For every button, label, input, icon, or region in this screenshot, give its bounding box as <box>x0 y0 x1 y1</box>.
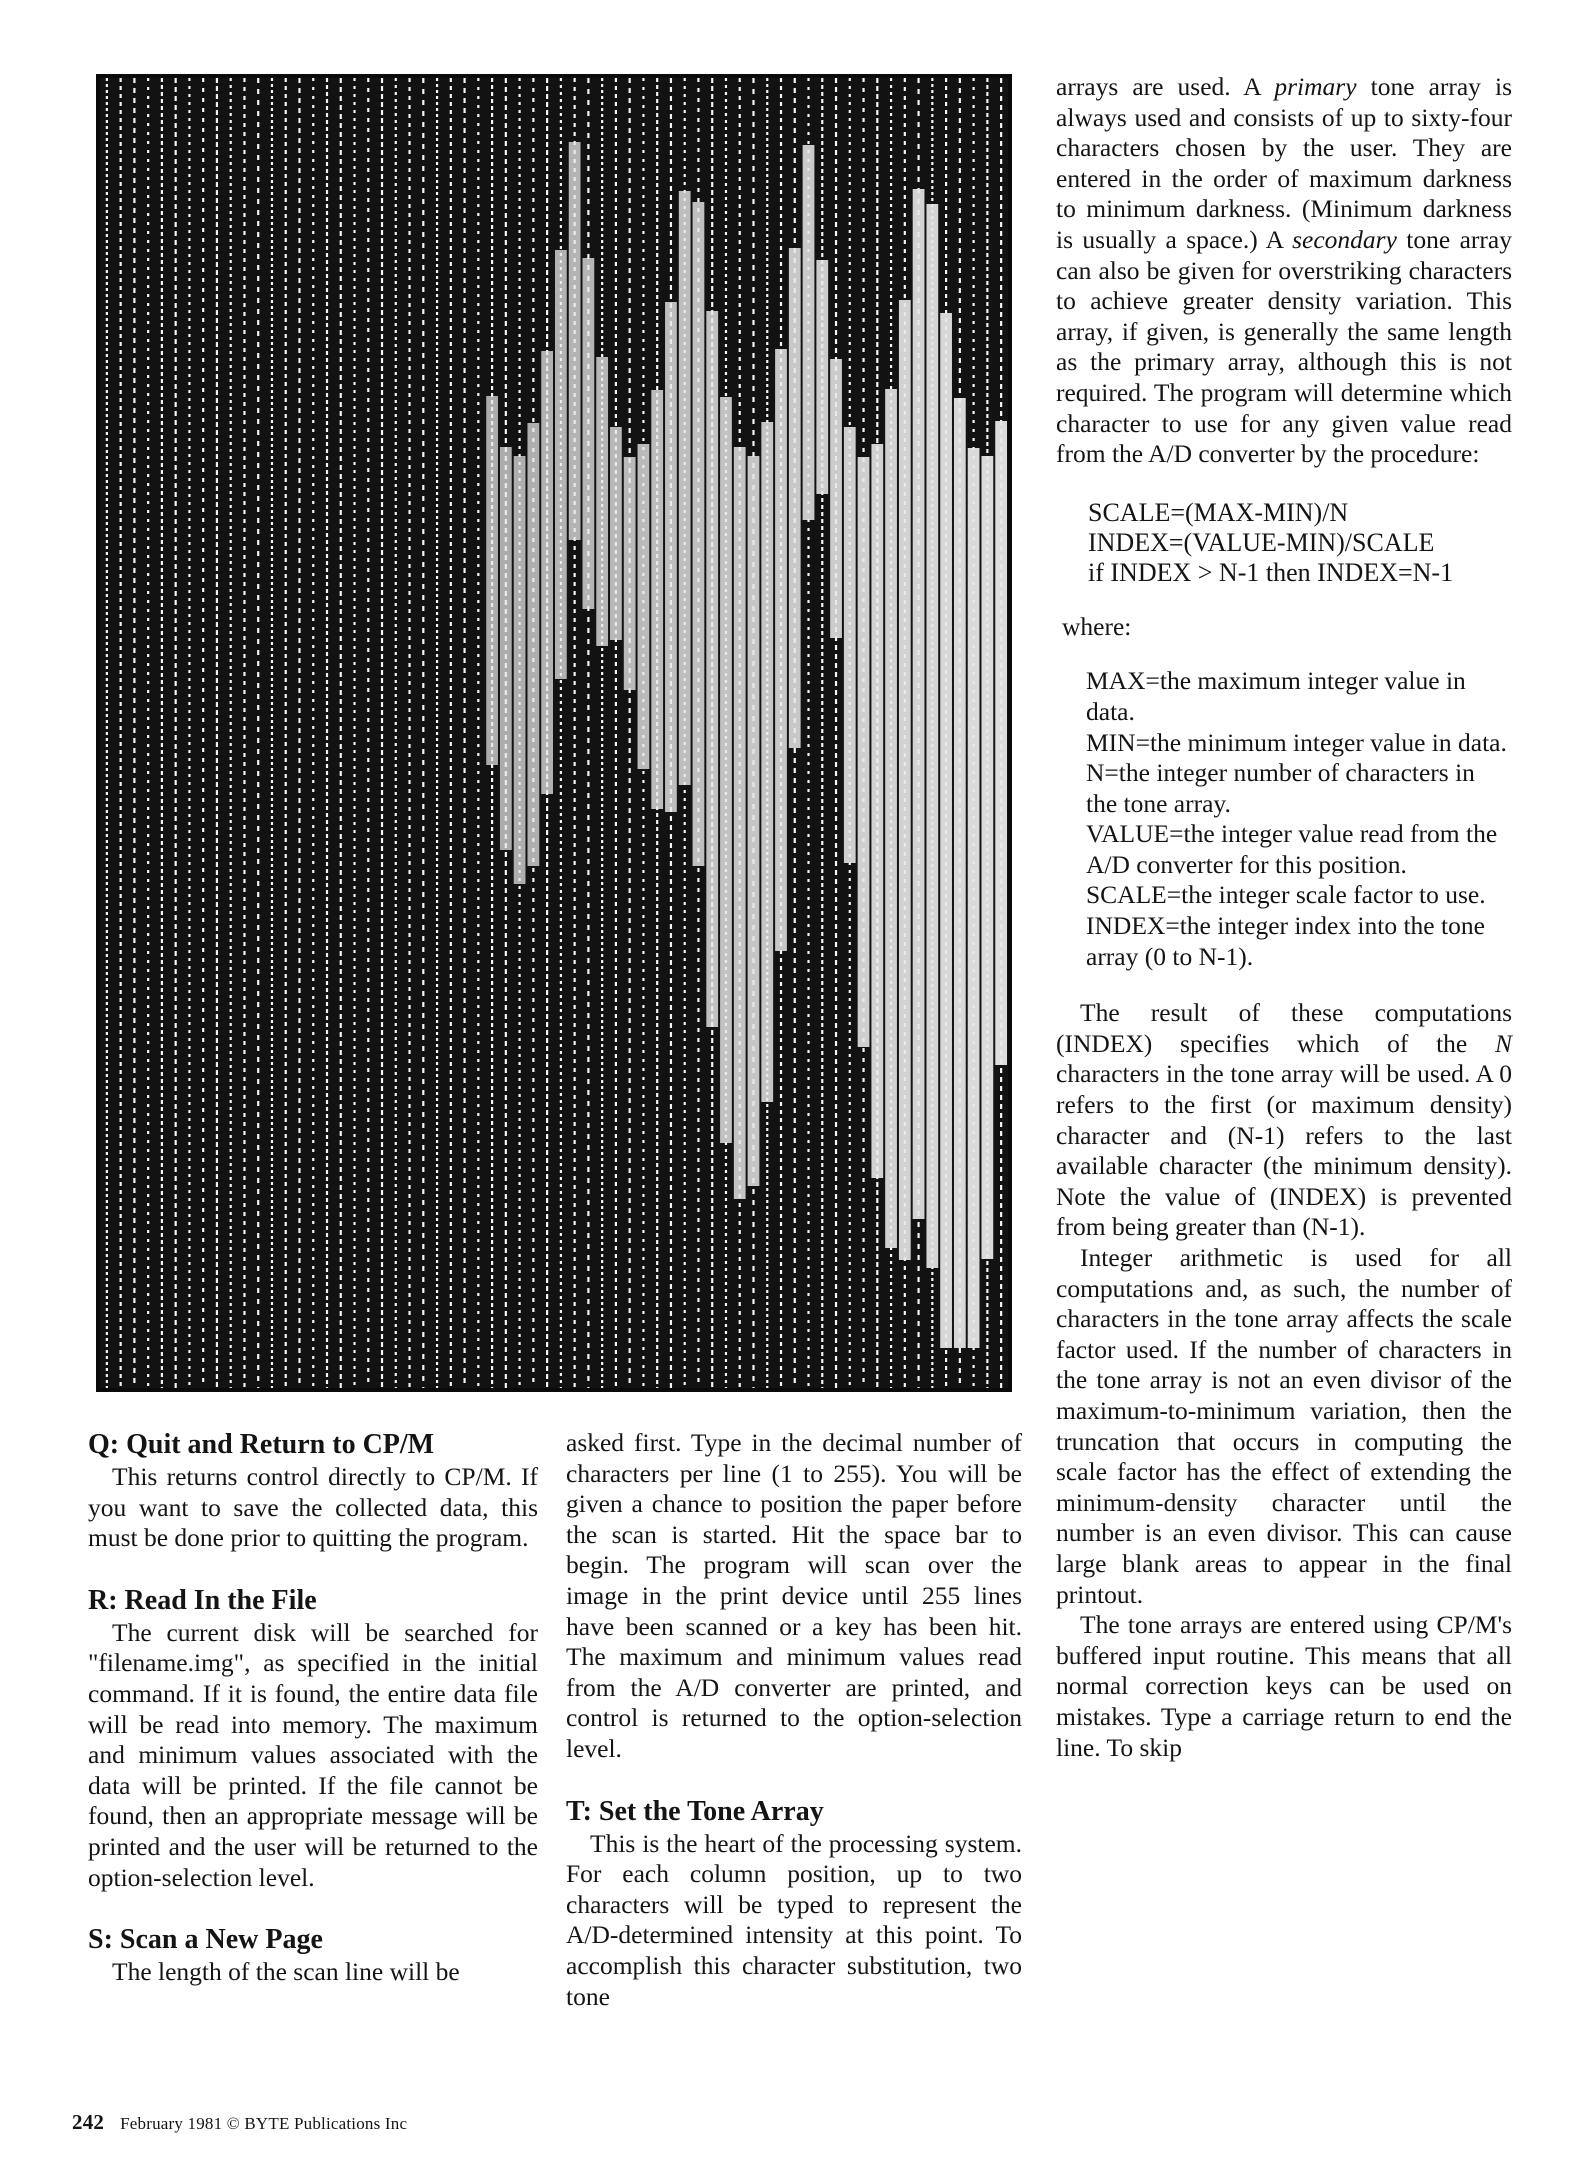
printout-light-area <box>748 456 760 1186</box>
printout-light-area <box>583 258 595 609</box>
paragraph-tone-array: This is the heart of the processing system. For each column position, up to two characters will be typed to represent the A/D-determined intensity at this point. To accomplish this character substitution, two tone <box>566 1828 1022 2011</box>
printout-light-area <box>926 204 938 1268</box>
paragraph-read: The current disk will be searched for "filename.img", as specified in the initial command. If it is found, the entire data file will be read into memory. The maximum and minimum values associated with the data will be printed. If the file cannot be found, then an appropriate message will be printed and the user will be returned to the option-selection level. <box>88 1617 538 1892</box>
printout-light-area <box>858 457 870 1047</box>
paragraph-result: The result of these computations (INDEX) specifies which of the N characters in the tone array will be used. A 0 refers to the first (or maximum density) character and (N-1) refers to the last available character (the minimum density). Note the value of (INDEX) is prevented from being greater than (N-1). <box>1056 998 1512 1242</box>
printout-light-area <box>541 351 553 794</box>
printout-light-area <box>638 444 650 769</box>
publication-credit: February 1981 © BYTE Publications Inc <box>120 2114 408 2133</box>
formula-index: INDEX=(VALUE-MIN)/SCALE <box>1088 527 1435 557</box>
page-footer <box>72 2110 407 2135</box>
formula-scale: SCALE=(MAX-MIN)/N <box>1088 497 1349 527</box>
printout-light-area <box>693 202 705 866</box>
printout-light-area <box>913 189 925 1219</box>
printout-light-area <box>720 397 732 1143</box>
definition-index: INDEX=the integer index into the tone array (0 to N-1). <box>1086 911 1485 971</box>
printout-light-area <box>803 145 815 520</box>
printout-light-area <box>486 396 498 765</box>
printout-light-area <box>624 457 636 690</box>
definition-max: MAX=the maximum integer value in data. <box>1086 666 1466 726</box>
printout-light-area <box>761 422 773 1102</box>
definition-list <box>1086 666 1512 972</box>
where-label: where: <box>1062 611 1132 641</box>
printout-light-area <box>734 447 746 1199</box>
printout-light-area <box>555 250 567 679</box>
paragraph-quit: This returns control directly to CP/M. If you want to save the collected data, this must be done prior to quitting the program. <box>88 1462 538 1553</box>
heading-tone-array: T: Set the Tone Array <box>566 1795 824 1827</box>
printout-light-area <box>844 427 856 863</box>
definition-min: MIN=the minimum integer value in data. <box>1086 727 1507 757</box>
printout-light-area <box>954 398 966 1348</box>
middle-column <box>566 1428 1022 2012</box>
printout-light-area <box>871 444 883 1178</box>
printout-light-area <box>500 447 512 850</box>
printout-light-area <box>610 427 622 640</box>
printout-light-area <box>940 313 952 1348</box>
definition-scale: SCALE=the integer scale factor to use. <box>1086 880 1486 910</box>
left-column <box>88 1428 538 1988</box>
printout-light-area <box>665 302 677 812</box>
paragraph-tone-arrays: arrays are used. A primary tone array is always used and consists of up to sixty-four characters chosen by the user. They are entered in the order of maximum darkness to minimum darkness. (Minimum darkness is usually a space.) A secondary tone array can also be given for overstriking characters to achieve greater density variation. This array, if given, is generally the same length as the primary array, although this is not required. The program will determine which character to use for any given value read from the A/D converter by the procedure: <box>1056 72 1513 469</box>
printout-light-area <box>885 389 897 1248</box>
definition-value: VALUE=the integer value read from the A/D converter for this position. <box>1086 819 1498 879</box>
printout-light-area <box>775 349 787 951</box>
printout-light-area <box>527 423 539 866</box>
formula-block <box>1088 498 1512 588</box>
printout-light-area <box>981 456 993 1259</box>
printout-light-area <box>569 142 581 540</box>
heading-quit: Q: Quit and Return to CP/M <box>88 1429 435 1460</box>
printout-light-area <box>968 448 980 1348</box>
character-art-printout <box>100 78 1008 1388</box>
printout-light-area <box>514 456 526 884</box>
page-number: 242 <box>72 2110 105 2134</box>
paragraph-buffered-input: The tone arrays are entered using CP/M's buffered input routine. This means that all normal correction keys can be used on mistakes. Type a carriage return to end the line. To skip <box>1056 1610 1512 1762</box>
heading-read: R: Read In the File <box>88 1584 317 1616</box>
printout-light-area <box>789 248 801 748</box>
printout-light-area <box>995 421 1007 1065</box>
printout-light-area <box>651 390 663 809</box>
printout-light-area <box>816 260 828 494</box>
paragraph-scan-continued: asked first. Type in the decimal number of characters per line (1 to 255). You will be given a chance to position the paper before the scan is started. Hit the space bar to begin. The program will scan over the image in the print device until 255 lines have been scanned or a key has been hit. The maximum and minimum values read from the A/D converter are printed, and control is returned to the option-selection level. <box>566 1428 1022 1763</box>
printout-light-area <box>899 300 911 1260</box>
printout-light-area <box>596 357 608 646</box>
printout-light-area <box>830 359 842 638</box>
right-column <box>1056 72 1512 1763</box>
paragraph-scan: The length of the scan line will be <box>112 1957 460 1987</box>
character-art-figure <box>96 74 1012 1392</box>
definition-n: N=the integer number of characters in the tone array. <box>1086 758 1475 818</box>
printout-light-area <box>706 311 718 1027</box>
heading-scan: S: Scan a New Page <box>88 1924 323 1956</box>
printout-light-area <box>679 191 691 785</box>
formula-clamp: if INDEX > N-1 then INDEX=N-1 <box>1088 557 1454 587</box>
paragraph-integer-arithmetic: Integer arithmetic is used for all computations and, as such, the number of characters in the tone array affects the scale factor used. If the number of characters in the tone array is not an even divisor of the maximum-to-minimum variation, then the truncation that occurs in computing the scale factor has the effect of extending the minimum-density character until the number is an even divisor. This can cause large blank areas to appear in the final printout. <box>1056 1243 1512 1609</box>
